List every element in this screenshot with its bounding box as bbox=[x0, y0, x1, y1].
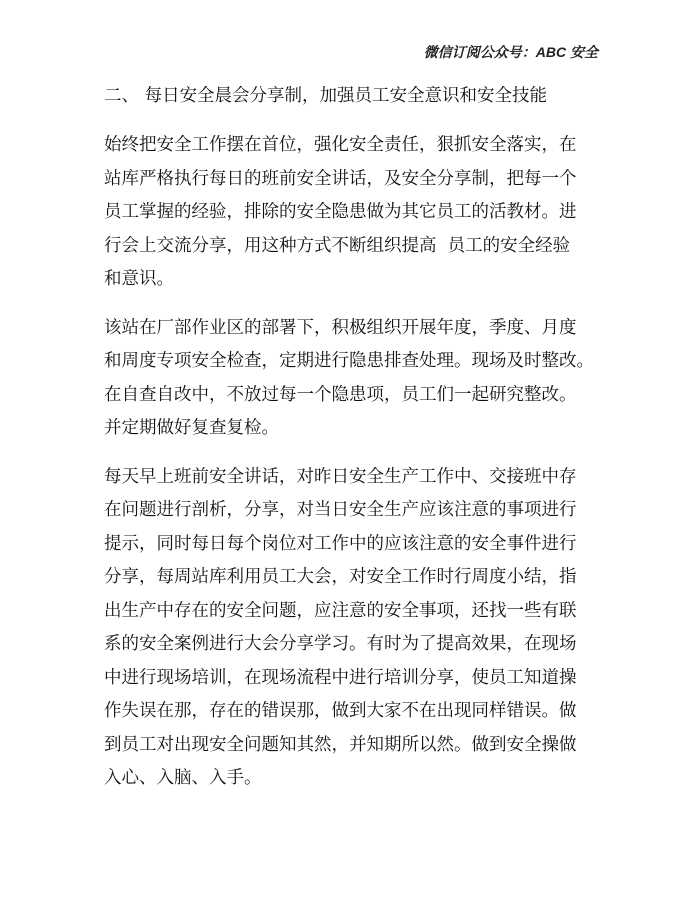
paragraph-line: 并定期做好复查复检。 bbox=[104, 418, 279, 438]
paragraph-line: 系的安全案例进行大会分享学习。有时为了提高效果，在现场 bbox=[104, 634, 577, 654]
paragraph-line: 中进行现场培训，在现场流程中进行培训分享，使员工知道操 bbox=[104, 667, 577, 688]
paragraph-line: 提示，同时每日每个岗位对工作中的应该注意的安全事件进行 bbox=[104, 533, 577, 554]
paragraph-1 bbox=[104, 129, 604, 297]
paragraph-line: 每天早上班前安全讲话，对昨日安全生产工作中、交接班中存 bbox=[104, 466, 577, 487]
paragraph-2 bbox=[104, 312, 604, 446]
paragraph-line: 分享，每周站库利用员工大会，对安全工作时行周度小结，指 bbox=[104, 567, 577, 587]
paragraph-line: 和意识。 bbox=[104, 269, 174, 289]
paragraph-line: 作失误在那，存在的错误那，做到大家不在出现同样错误。做 bbox=[104, 701, 577, 721]
paragraph-line: 在问题进行剖析，分享，对当日安全生产应该注意的事项进行 bbox=[104, 500, 577, 520]
paragraph-line: 始终把安全工作摆在首位，强化安全责任，狠抓安全落实，在 bbox=[104, 135, 577, 155]
paragraph-line: 到员工对出现安全问题知其然，并知期所以然。做到安全操做 bbox=[104, 734, 577, 755]
paragraph-line: 和周度专项安全检查，定期进行隐患排查处理。现场及时整改。 bbox=[104, 351, 594, 371]
paragraph-line: 站库严格执行每日的班前安全讲话，及安全分享制，把每一个 bbox=[104, 168, 577, 189]
paragraph-line: 在自查自改中，不放过每一个隐患项，员工们一起研究整改。 bbox=[104, 384, 577, 405]
section-heading: 二、 每日安全晨会分享制，加强员工安全意识和安全技能 bbox=[104, 86, 548, 106]
paragraph-line: 员工掌握的经验，排除的安全隐患做为其它员工的活教材。进 bbox=[104, 202, 577, 222]
paragraph-line: 行会上交流分享，用这种方式不断组织提高 员工的安全经验 bbox=[104, 235, 571, 256]
header-note: 微信订阅公众号：ABC 安全 bbox=[423, 44, 598, 60]
paragraph-line: 出生产中存在的安全问题，应注意的安全事项，还找一些有联 bbox=[104, 600, 577, 621]
paragraph-line: 该站在厂部作业区的部署下，积极组织开展年度，季度、月度 bbox=[104, 317, 577, 338]
document-body bbox=[104, 80, 604, 811]
paragraph-line: 入心、入脑、入手。 bbox=[104, 768, 262, 788]
paragraph-3 bbox=[104, 461, 604, 796]
